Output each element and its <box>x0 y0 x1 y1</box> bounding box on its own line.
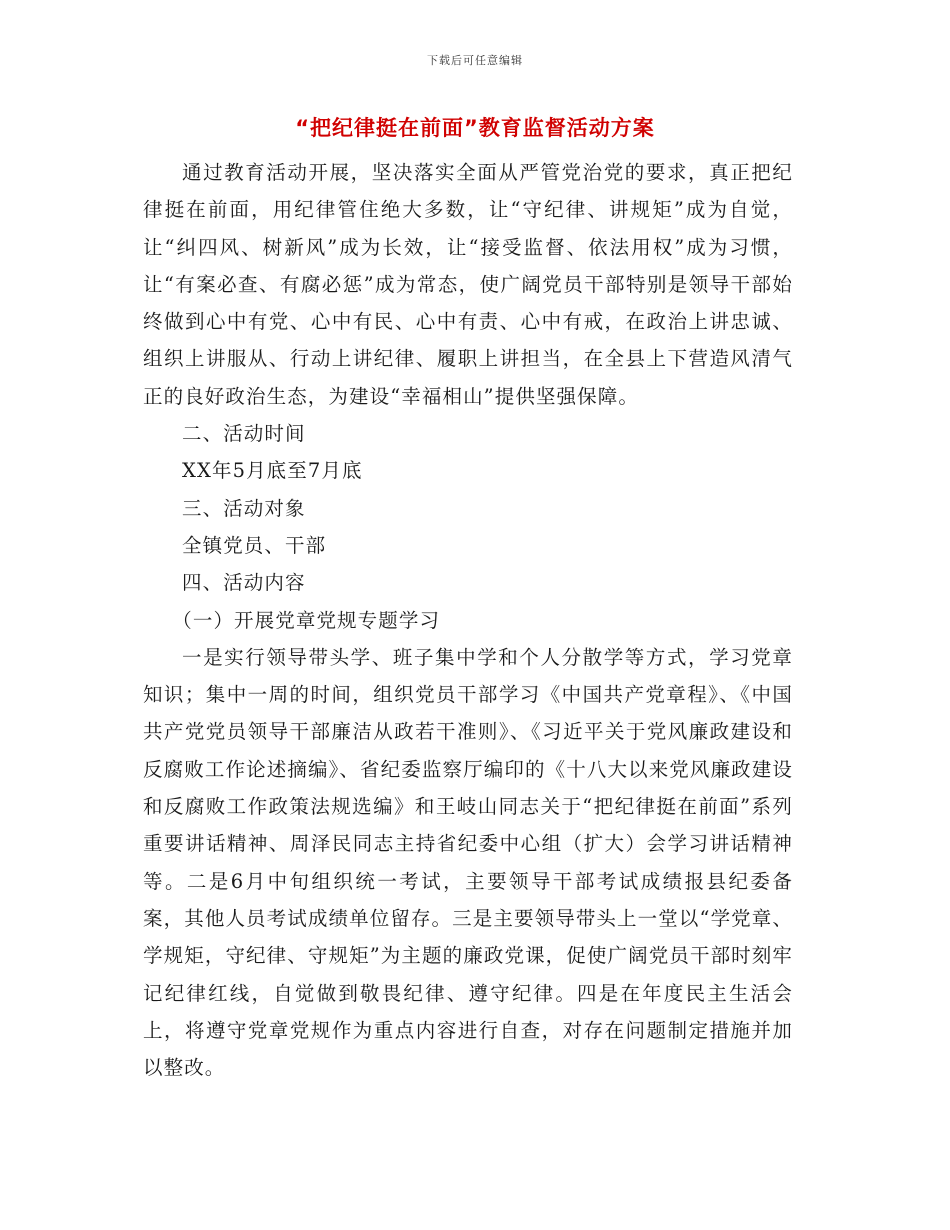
intro-paragraph: 通过教育活动开展，坚决落实全面从严管党治党的要求，真正把纪律挺在前面，用纪律管住绝大多数，让“守纪律、讲规矩”成为自觉，让“纠四风、树新风”成为长效，让“接受监督、依法用权”成为习惯，让“有案必查、有腐必惩”成为常态，使广阔党员干部特别是领导干部始终做到心中有党、心中有民、心中有责、心中有戒，在政治上讲忠诚、组织上讲服从、行动上讲纪律、履职上讲担当，在全县上下营造风清气正的良好政治生态，为建设“幸福相山”提供坚强保障。 <box>143 161 793 408</box>
activity-time-text: XX年5月底至7月底 <box>182 459 363 483</box>
section-heading-content: 四、活动内容 <box>182 571 306 595</box>
activity-target-text: 全镇党员、干部 <box>182 533 327 557</box>
subsection-heading-study: （一）开展党章党规专题学习 <box>172 608 441 632</box>
document-body <box>143 154 793 1086</box>
document-title: “把纪律挺在前面”教育监督活动方案 <box>295 116 655 140</box>
page-header-note: 下载后可任意编辑 <box>427 54 523 67</box>
section-heading-target: 三、活动对象 <box>182 496 306 520</box>
study-details-paragraph: 一是实行领导带头学、班子集中学和个人分散学等方式，学习党章知识；集中一周的时间，组织党员干部学习《中国共产党章程》、《中国共产党党员领导干部廉洁从政若干准则》、《习近平关于党风廉政建设和反腐败工作论述摘编》、省纪委监察厅编印的《十八大以来党风廉政建设和反腐败工作政策法规选编》和王岐山同志关于“把纪律挺在前面”系列重要讲话精神、周泽民同志主持省纪委中心组（扩大）会学习讲话精神等。二是6月中旬组织统一考试，主要领导干部考试成绩报县纪委备案，其他人员考试成绩单位留存。三是主要领导带头上一堂以“学党章、学规矩，守纪律、守规矩”为主题的廉政党课，促使广阔党员干部时刻牢记纪律红线，自觉做到敬畏纪律、遵守纪律。四是在年度民主生活会上，将遵守党章党规作为重点内容进行自查，对存在问题制定措施并加以整改。 <box>143 645 793 1080</box>
section-heading-time: 二、活动时间 <box>182 422 306 446</box>
